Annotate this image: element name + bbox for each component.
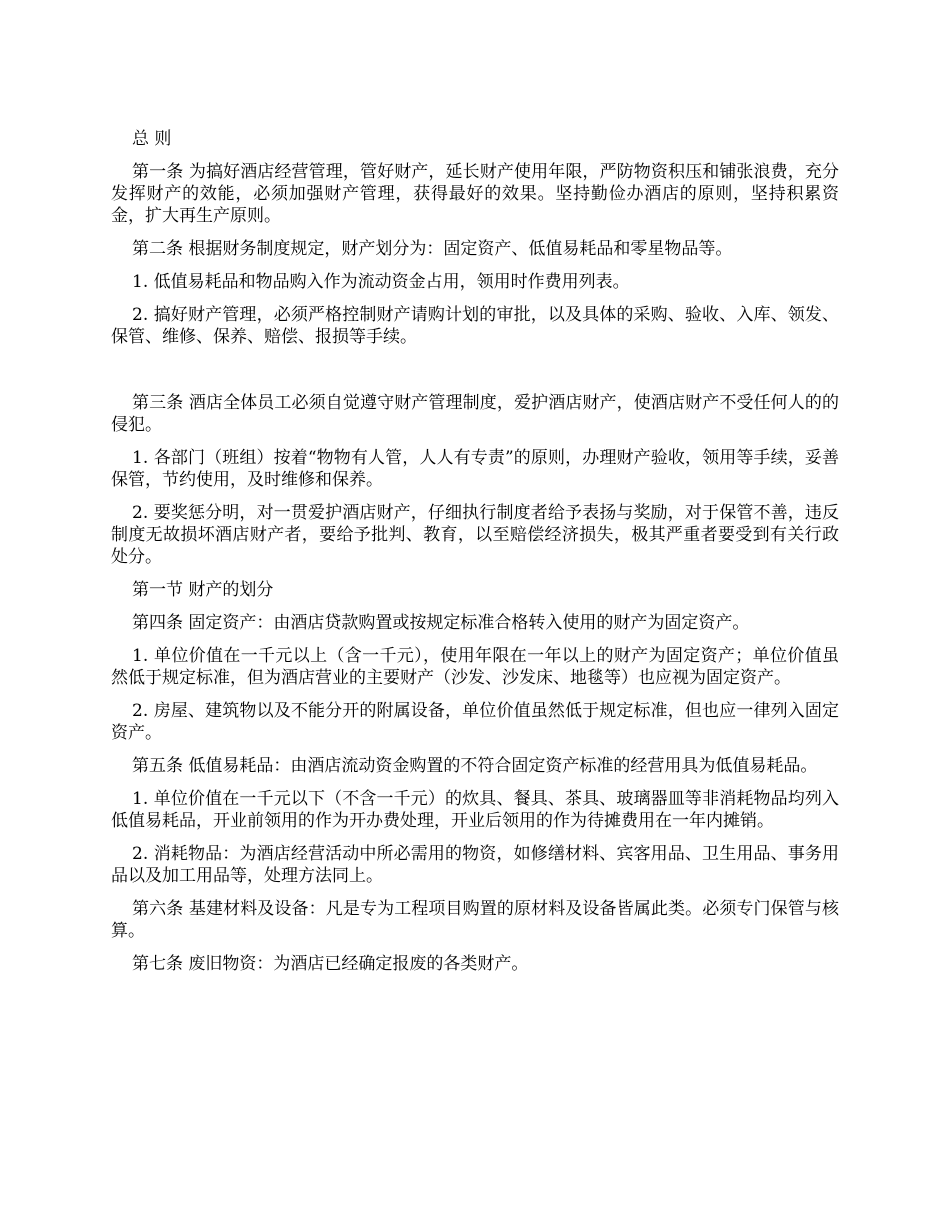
heading-general: 总 则 <box>132 129 172 149</box>
paragraph-article-7: 第七条 废旧物资：为酒店已经确定报废的各类财产。 <box>132 954 529 974</box>
paragraph-article-2: 第二条 根据财务制度规定，财产划分为：固定资产、低值易耗品和零星物品等。 <box>132 239 733 259</box>
paragraph-article-5-item-1: 1. 单位价值在一千元以下（不含一千元）的炊具、餐具、茶具、玻璃器皿等非消耗物品均列入低值易耗品，开业前领用的作为开办费处理，开业后领用的作为待摊费用在一年内摊销。 <box>111 789 839 831</box>
paragraph-article-4-item-1: 1. 单位价值在一千元以上（含一千元），使用年限在一年以上的财产为固定资产；单位价值虽然低于规定标准，但为酒店营业的主要财产（沙发、沙发床、地毯等）也应视为固定资产。 <box>111 646 839 688</box>
document-body <box>111 128 839 986</box>
paragraph-article-3-item-1: 1. 各部门（班组）按着“物物有人管，人人有专责”的原则，办理财产验收，领用等手续，妥善保管，节约使用，及时维修和保养。 <box>111 448 839 490</box>
paragraph-article-2-item-1: 1. 低值易耗品和物品购入作为流动资金占用，领用时作费用列表。 <box>132 272 630 292</box>
section-heading-1: 第一节 财产的划分 <box>132 580 274 600</box>
paragraph-article-4-item-2: 2. 房屋、建筑物以及不能分开的附属设备，单位价值虽然低于规定标准，但也应一律列入固定资产。 <box>111 701 839 743</box>
paragraph-article-3: 第三条 酒店全体员工必须自觉遵守财产管理制度，爱护酒店财产，使酒店财产不受任何人的的侵犯。 <box>111 393 839 435</box>
paragraph-article-1: 第一条 为搞好酒店经营管理，管好财产，延长财产使用年限，严防物资积压和铺张浪费，充分发挥财产的效能，必须加强财产管理，获得最好的效果。坚持勤俭办酒店的原则，坚持积累资金，扩大再生产原则。 <box>111 162 839 226</box>
paragraph-article-6: 第六条 基建材料及设备：凡是专为工程项目购置的原材料及设备皆属此类。必须专门保管与核算。 <box>111 899 839 941</box>
paragraph-article-5: 第五条 低值易耗品：由酒店流动资金购置的不符合固定资产标准的经营用具为低值易耗品。 <box>132 756 818 776</box>
paragraph-article-4: 第四条 固定资产：由酒店贷款购置或按规定标准合格转入使用的财产为固定资产。 <box>132 613 750 633</box>
paragraph-article-3-item-2: 2. 要奖惩分明，对一贯爱护酒店财产，仔细执行制度者给予表扬与奖励，对于保管不善，违反制度无故损坏酒店财产者，要给予批判、教育，以至赔偿经济损失，极其严重者要受到有关行政处分。 <box>111 503 839 567</box>
paragraph-article-5-item-2: 2. 消耗物品：为酒店经营活动中所必需用的物资，如修缮材料、宾客用品、卫生用品、事务用品以及加工用品等，处理方法同上。 <box>111 844 839 886</box>
paragraph-article-2-item-2: 2. 搞好财产管理，必须严格控制财产请购计划的审批，以及具体的采购、验收、入库、领发、保管、维修、保养、赔偿、报损等手续。 <box>111 305 839 347</box>
blank-spacer <box>111 359 839 392</box>
